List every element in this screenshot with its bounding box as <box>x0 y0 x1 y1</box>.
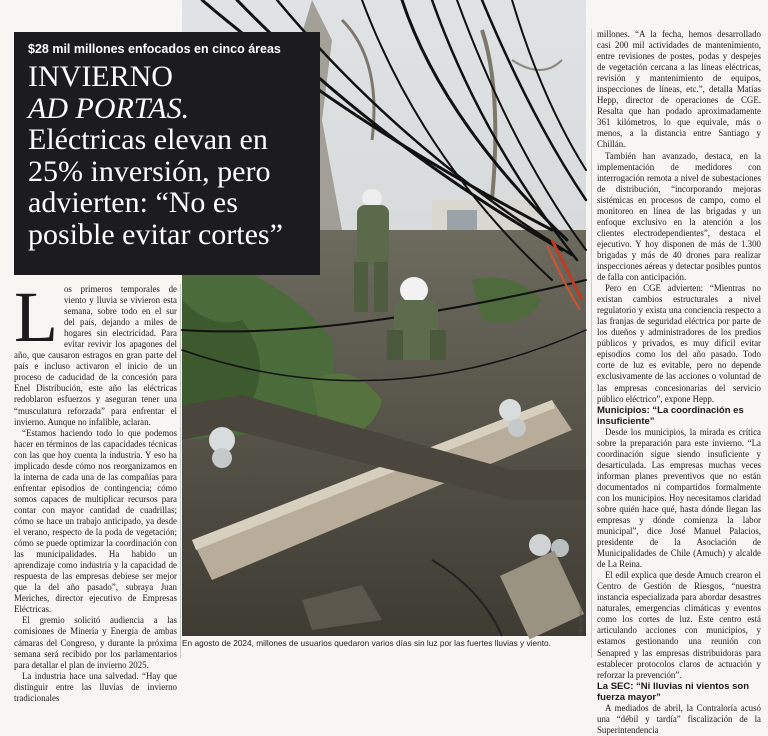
headline-line-5: advierten: “No es <box>28 186 238 219</box>
headline-line-3: Eléctricas elevan en <box>28 123 268 156</box>
headline-line-1: INVIERNO <box>28 60 173 93</box>
section-subhead-sec: La SEC: “Ni lluvias ni vientos son fuerza mayor” <box>597 680 750 703</box>
kicker: $28 mil millones enfocados en cinco áreas <box>28 42 281 56</box>
article-paragraph: Los primeros temporales de viento y lluvia se vivieron esta semana, sobre todo en el sur del país, dejando a miles de hogares sin electricidad. Para evitar revivir los apagones del año, que causaron estragos en gran parte del país e incluso activaron el inicio de un proceso de caducidad de la concesión para Enel Distribución, este año las eléctricas redoblaron esfuerzos y aseguran tener una “musculatura reforzada” para enfrentar el invierno. Aunque no infalible, aclaran. <box>14 277 177 427</box>
article-paragraph: La industria hace una salvedad. “Hay que distinguir entre las lluvias de invierno tradicionales <box>14 670 177 703</box>
headline-line-6: posible evitar cortes” <box>28 217 283 251</box>
headline-line-2: AD PORTAS. <box>28 91 190 125</box>
article-paragraph: A mediados de abril, la Contraloría acusó una “débil y tardía” fiscalización de la Superintendencia <box>597 702 761 735</box>
column-rule-right <box>591 29 592 658</box>
headline-line-4: 25% inversión, pero <box>28 154 271 188</box>
article-paragraph: millones. “A la fecha, hemos desarrollado casi 200 mil actividades de mantenimiento, entre revisiones de postes, podas y despejes de vegetación cercana a las líneas eléctricas, revisión y mantenimiento de equipos, inspecciones de líneas, etc.”, detalla Matías Hepp, director de operaciones de CGE. Resalta que han podado aproximadamente 361 kilómetros, lo que equivale, más o menos, a la distancia entre Santiago y Chillán. <box>597 29 761 150</box>
article-right-column <box>597 29 761 735</box>
article-paragraph: El gremio solicitó audiencia a las comisiones de Minería y Energía de ambas cámaras del Congreso, y durante la próxima semana será recibido por los parlamentarios para detallar el plan de invierno 2025. <box>14 615 177 670</box>
photo-credit: HÉCTOR ARAVENA <box>578 597 583 634</box>
section-subhead-municipios: Municipios: “La coordinación es insuficiente” <box>597 404 744 427</box>
article-left-column <box>14 277 177 703</box>
photo-caption: En agosto de 2024, millones de usuarios quedaron varios días sin luz por las fuertes lluvias y viento. <box>182 638 551 648</box>
article-paragraph: “Estamos haciendo todo lo que podemos hacer en términos de las capacidades técnicas con las que hoy cuenta la industria. Y eso ha implicado desde cómo nos reorganizamos en la interna de cada una de las compañías para enfrentar episodios de contingencia; cómo somos capaces de multiplicar recursos para contar con mayor cantidad de cuadrillas; cómo se hace un trabajo anticipado, ya desde el verano, respecto de la poda de vegetación; cómo se puede optimizar la coordinación con las municipalidades. Ha habido un aprendizaje como industria y la capacidad de respuesta de las empresas debiese ser mejor que la del año pasado”, subraya Juan Meriches, director ejecutivo de Empresas Eléctricas. <box>14 427 177 615</box>
drop-cap: L <box>14 277 58 357</box>
article-paragraph: Pero en CGE advierten: “Mientras no existan cambios estructurales a nivel regulatorio y exista una conciencia respecto a las franjas de seguridad eléctrica por parte de los dueños y administradores de los predios públicos y privados, es muy difícil evitar episodios como los del año pasado. Todo corte de luz es evitable, pero no depende exclusivamente de las acciones o voluntad de las empresas concesionarias del servicio público eléctrico”, expone Hepp. <box>597 283 761 404</box>
column-rule-left <box>180 284 181 658</box>
headline-box <box>14 32 320 275</box>
article-paragraph: El edil explica que desde Amuch crearon el Centro de Gestión de Riesgos, “nuestra instancia especializada para abordar desastres naturales, emergencias climáticas y eventos como los cortes de luz. Este centro está articulando acciones con municipios, y estamos gestionando una reunión con Senapred y las empresas distribuidoras para establecer protocolos claros de actuación y reforzar la prevención”. <box>597 570 761 680</box>
article-paragraph: Desde los municipios, la mirada es crítica sobre la preparación para este invierno. “La coordinación sigue siendo insuficiente y desarticulada. Las empresas muchas veces informan planes preventivos que no están documentados ni compartidos formalmente con los municipios. Hoy necesitamos claridad sobre quién hace qué, hasta dónde llegan las empresas y dónde comienza la labor municipal”, dice José Manuel Palacios, presidente de la Asociación de Municipalidades de Chile (Amuch) y alcalde de La Reina. <box>597 426 761 570</box>
article-paragraph: También han avanzado, destaca, en la implementación de medidores con interrogación remota a nivel de subestaciones de distribución, “incorporando mejoras sistémicas en procesos de campo, como el monitoreo en línea de las brigadas y un enfoque exclusivo en la atención a los clientes electrodependientes”, destaca el ejecutivo. Y hoy disponen de más de 1.300 brigadas y más de 40 drones para realizar inspecciones aéreas y detectar posibles puntos de falla con anticipación. <box>597 150 761 283</box>
